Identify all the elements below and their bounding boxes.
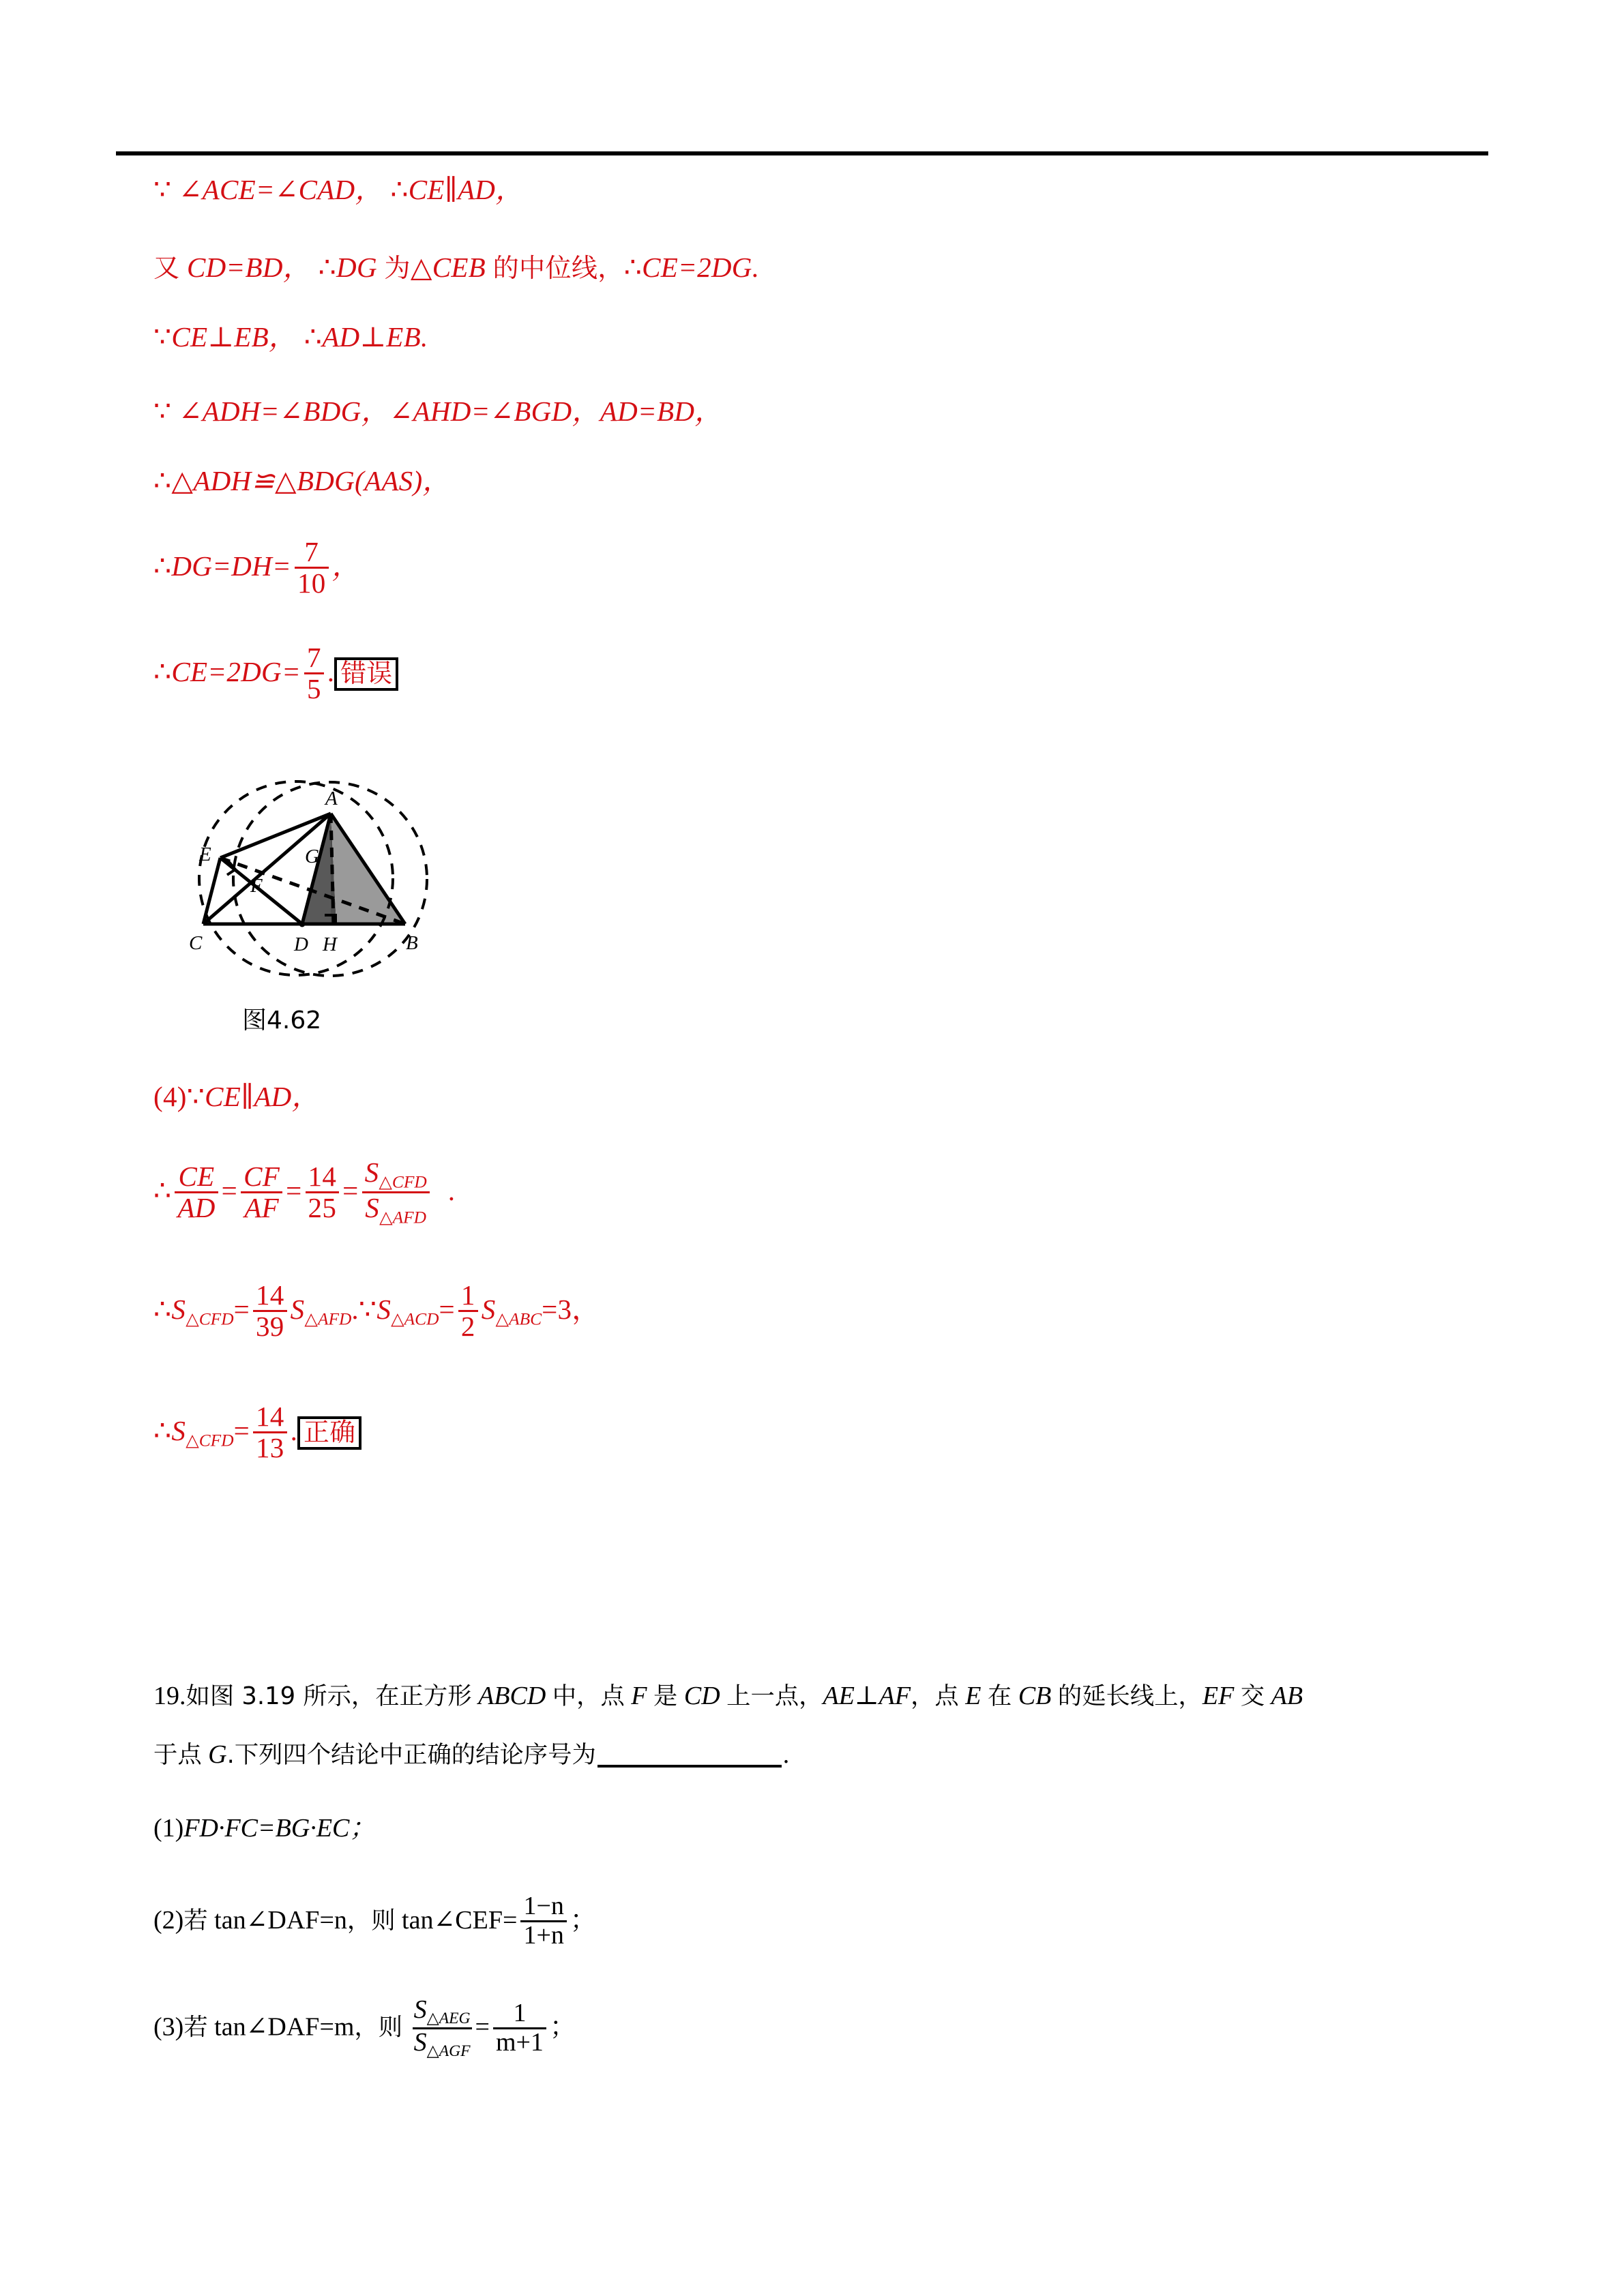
fraction-14-over-13 xyxy=(253,1402,287,1463)
area-symbol-afd: S xyxy=(290,1293,305,1325)
problem-19-stem-line-2 xyxy=(153,1738,789,1768)
solution-line-1 xyxy=(153,176,524,204)
because-symbol-5: ∵ xyxy=(358,1293,377,1325)
area-subscript-agf: △AGF xyxy=(426,2042,471,2060)
item-3-cjk-1: 若 xyxy=(183,2013,208,2042)
fraction-cf-over-af xyxy=(241,1162,282,1223)
label-ab: AB xyxy=(1271,1682,1303,1710)
fraction-1-minus-n-over-1-plus-n xyxy=(520,1893,566,1950)
therefore-symbol-9: ∴ xyxy=(153,1293,172,1325)
label-cb: CB xyxy=(1018,1682,1052,1710)
period-2: . xyxy=(447,1174,456,1206)
fraction-14-over-25 xyxy=(306,1162,340,1223)
problem-19-item-1 xyxy=(153,1815,375,1841)
stem-text-d: 上一点， xyxy=(726,1682,823,1710)
because-symbol-2: ∵ xyxy=(153,321,172,353)
therefore-symbol-4: ∴ xyxy=(304,321,323,353)
stem-text-a: 如图 3.19 所示，在正方形 xyxy=(186,1682,472,1710)
solution-line-6-lhs: DG=DH= xyxy=(171,550,291,582)
solution-line-2-cjk-tail: 的中位线， xyxy=(492,253,624,283)
equals-4: = xyxy=(233,1293,250,1325)
area-symbol: S xyxy=(364,1157,379,1188)
solution-line-4-text: ∠ADH=∠BDG，∠AHD=∠BGD，AD=BD， xyxy=(178,396,723,427)
solution-line-6-tail: ， xyxy=(331,550,360,582)
stem-text-j: .下列四个结论中正确的结论序号为 xyxy=(226,1741,596,1770)
stem-period: . xyxy=(782,1740,790,1770)
fraction-numerator: CF xyxy=(243,1161,280,1193)
fraction-area-cfd-over-afd xyxy=(362,1158,430,1227)
stem-text-h: 交 xyxy=(1240,1682,1265,1710)
area-subscript-cfd-final: △CFD xyxy=(186,1431,234,1450)
fraction-denominator: 13 xyxy=(253,1431,287,1463)
solution-part4-header xyxy=(153,1083,320,1111)
therefore-symbol-5: ∴ xyxy=(153,465,172,496)
segment-ec xyxy=(203,858,220,924)
fraction-14-over-39 xyxy=(253,1281,287,1341)
point-marker-d xyxy=(299,921,306,927)
solution-line-8 xyxy=(153,1159,455,1228)
equals-5: = xyxy=(439,1293,455,1325)
problem-number: 19. xyxy=(153,1682,186,1710)
stem-text-e: ，点 xyxy=(911,1682,959,1710)
period-3: . xyxy=(351,1293,359,1325)
area-symbol: S xyxy=(413,2027,427,2057)
fraction-numerator xyxy=(413,1997,472,2027)
solution-line-9 xyxy=(153,1279,600,1343)
label-f: F xyxy=(631,1682,647,1710)
stem-text-b: 中，点 xyxy=(552,1682,625,1710)
fraction-numerator: CE xyxy=(178,1161,215,1193)
item-2-expr-1: tan∠DAF=n xyxy=(214,1906,347,1935)
solution-line-7 xyxy=(153,644,398,705)
item-2-cjk-1: 若 xyxy=(183,1907,208,1935)
area-symbol-cfd: S xyxy=(171,1293,186,1325)
fraction-denominator: AF xyxy=(241,1191,282,1223)
solution-line-7-lhs: CE=2DG= xyxy=(171,655,301,687)
problem-19-item-3 xyxy=(153,1995,576,2061)
label-g: G xyxy=(208,1740,227,1770)
vertex-label-h: H xyxy=(323,934,337,955)
area-subscript-afd: △AFD xyxy=(379,1208,427,1227)
item-3-expr-1: tan∠DAF=m xyxy=(214,2012,355,2042)
item-3-label: (3) xyxy=(153,2012,184,2042)
fraction-denominator: 25 xyxy=(306,1191,340,1223)
solution-line-3-premise: CE⊥EB， xyxy=(171,321,297,353)
equals-6: =3， xyxy=(542,1293,600,1325)
fraction-denominator: AD xyxy=(175,1191,218,1223)
solution-line-2-subject: DG xyxy=(336,252,377,283)
solution-line-3 xyxy=(153,323,428,351)
area-subscript-afd: △AFD xyxy=(304,1309,352,1329)
solution-line-2-result: CE=2DG. xyxy=(642,252,760,283)
stem-text-c: 是 xyxy=(653,1682,678,1710)
solution-line-1-text: ∠ACE=∠CAD， xyxy=(178,174,383,205)
fraction-numerator: 14 xyxy=(308,1161,337,1193)
therefore-symbol-8: ∴ xyxy=(153,1174,172,1206)
fraction-denominator: 5 xyxy=(304,672,324,704)
period-4: . xyxy=(290,1414,298,1446)
area-subscript-cfd: △CFD xyxy=(186,1309,234,1329)
stem-text-i: 于点 xyxy=(153,1741,202,1770)
problem-19-item-2 xyxy=(153,1894,596,1951)
fraction-numerator: 7 xyxy=(304,536,319,567)
vertex-label-d: D xyxy=(294,934,308,955)
fraction-7-over-10 xyxy=(295,537,329,598)
vertex-label-g: G xyxy=(305,846,319,867)
vertex-label-b: B xyxy=(406,932,418,954)
area-subscript-abc: △ABC xyxy=(495,1309,542,1329)
problem-19-stem-line-1 xyxy=(153,1683,1303,1709)
fraction-ce-over-ad xyxy=(175,1162,218,1223)
item-3-cjk-2: ，则 xyxy=(354,2013,403,2042)
stem-text-g: 的延长线上， xyxy=(1057,1682,1202,1710)
area-subscript-acd: △ACD xyxy=(391,1309,439,1329)
vertex-label-a: A xyxy=(325,788,338,809)
area-subscript-cfd: △CFD xyxy=(379,1172,427,1192)
therefore-symbol-7: ∴ xyxy=(153,655,172,687)
item-1-body: FD·FC=BG·EC； xyxy=(183,1814,376,1843)
fraction-numerator: 1 xyxy=(513,1998,527,2027)
fraction-numerator: 1 xyxy=(460,1279,475,1311)
page-header-rule xyxy=(116,151,1488,155)
item-2-expr-2: tan∠CEF= xyxy=(402,1906,518,1935)
solution-line-5-text: △ADH≌△BDG(AAS)， xyxy=(171,465,451,496)
part4-label: (4) xyxy=(153,1081,187,1112)
therefore-symbol-6: ∴ xyxy=(153,550,172,582)
solution-line-2 xyxy=(153,254,759,282)
fraction-denominator: 10 xyxy=(295,567,329,598)
therefore-symbol-10: ∴ xyxy=(153,1414,172,1446)
area-subscript-aeg: △AEG xyxy=(426,2009,471,2027)
figure-caption: 图4.62 xyxy=(242,1007,322,1034)
solution-line-2-lead: 又 xyxy=(153,253,180,283)
item-2-cjk-2: ，则 xyxy=(346,1907,396,1935)
solution-line-2-cjk-mid: 为 xyxy=(384,253,411,283)
condition-ae-perp-af: AE⊥AF xyxy=(823,1682,911,1710)
therefore-symbol-2: ∴ xyxy=(318,252,337,283)
vertex-label-c: C xyxy=(189,932,203,954)
item-3-equals: = xyxy=(475,2012,490,2042)
verdict-badge-correct: 正确 xyxy=(297,1416,361,1450)
therefore-symbol-3: ∴ xyxy=(623,252,643,283)
equals-3: = xyxy=(342,1174,359,1206)
fraction-1-over-2 xyxy=(458,1281,478,1341)
vertex-label-e: E xyxy=(199,844,211,865)
because-symbol-3: ∵ xyxy=(153,396,172,427)
fraction-denominator: m+1 xyxy=(493,2027,546,2057)
area-symbol-cfd-final: S xyxy=(171,1414,186,1446)
item-1-label: (1) xyxy=(153,1814,184,1843)
stem-text-f: 在 xyxy=(987,1682,1012,1710)
fraction-denominator xyxy=(362,1191,430,1227)
area-symbol: S xyxy=(413,1995,427,2024)
fraction-numerator xyxy=(362,1158,430,1191)
equals-2: = xyxy=(286,1174,302,1206)
part4-text: CE∥AD， xyxy=(205,1081,320,1112)
solution-line-2-triangle: △CEB xyxy=(410,252,486,283)
area-symbol-acd: S xyxy=(377,1293,392,1325)
fraction-numerator: 1−n xyxy=(523,1892,564,1920)
fraction-denominator: 1+n xyxy=(520,1920,566,1950)
fraction-numerator: 7 xyxy=(306,642,321,673)
solution-line-5 xyxy=(153,467,451,495)
label-ef: EF xyxy=(1202,1682,1235,1710)
label-cd: CD xyxy=(683,1682,720,1710)
equals-7: = xyxy=(233,1414,250,1446)
equals-1: = xyxy=(221,1174,238,1206)
label-abcd: ABCD xyxy=(478,1682,546,1710)
solution-line-3-result: AD⊥EB. xyxy=(322,321,428,353)
item-2-tail: ； xyxy=(570,1906,596,1935)
fraction-numerator: 14 xyxy=(256,1401,284,1432)
fraction-area-aeg-over-agf xyxy=(413,1997,472,2059)
fraction-denominator: 2 xyxy=(458,1310,478,1341)
fraction-1-over-m-plus-1 xyxy=(493,2000,546,2057)
solution-line-4 xyxy=(153,398,723,426)
solution-line-6 xyxy=(153,536,360,599)
therefore-symbol: ∴ xyxy=(390,174,409,205)
item-2-label: (2) xyxy=(153,1906,184,1935)
area-symbol: S xyxy=(365,1192,380,1224)
period: . xyxy=(327,655,335,687)
solution-line-10 xyxy=(153,1403,361,1464)
because-symbol: ∵ xyxy=(153,174,172,205)
answer-blank[interactable] xyxy=(597,1738,782,1768)
vertex-label-f: F xyxy=(250,875,263,897)
fraction-numerator: 14 xyxy=(256,1279,284,1311)
item-3-tail: ； xyxy=(549,2012,576,2042)
area-symbol-abc: S xyxy=(481,1293,496,1325)
solution-line-2-premise: CD=BD， xyxy=(187,252,312,283)
verdict-badge-incorrect: 错误 xyxy=(334,657,398,691)
fraction-7-over-5 xyxy=(304,643,324,704)
solution-line-1-conclusion: CE∥AD， xyxy=(408,174,524,205)
because-symbol-4: ∵ xyxy=(186,1081,205,1112)
fraction-denominator xyxy=(413,2027,472,2060)
label-e: E xyxy=(965,1682,981,1710)
fraction-denominator: 39 xyxy=(253,1310,287,1341)
